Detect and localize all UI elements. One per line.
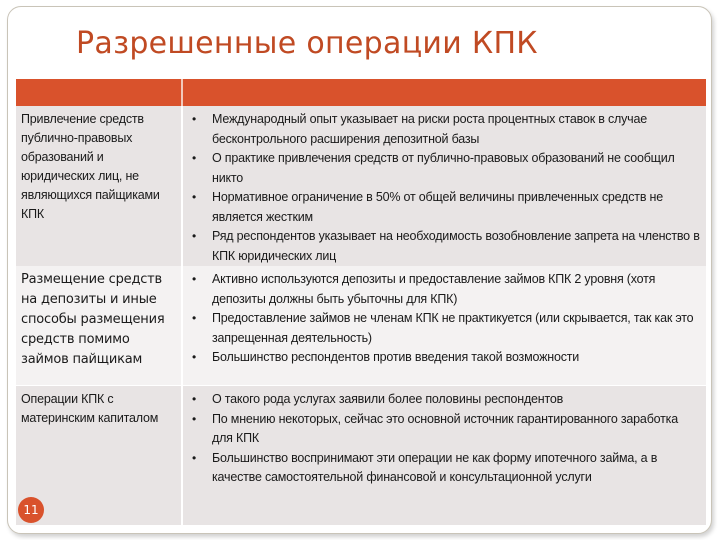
list-item: • О такого рода услугах заявили более половины респондентов	[192, 390, 700, 410]
list-item: • Предоставление займов не членам КПК не практикуется (или скрывается, так как это запрещенная деятельность)	[192, 311, 694, 345]
list-item: • Активно используются депозиты и предоставление займов КПК 2 уровня (хотя депозиты должны быть убыточны для КПК)	[192, 272, 656, 306]
list-item: • О практике привлечения средств от публично-правовых образований не сообщил никто	[192, 151, 675, 185]
column-divider	[181, 386, 183, 525]
table-row	[16, 386, 706, 525]
list-item: • Большинство респондентов против введения такой возможности	[192, 348, 700, 368]
page-number-badge: 11	[18, 497, 44, 523]
row-label: Операции КПК с материнским капиталом	[21, 392, 159, 425]
column-divider	[181, 266, 183, 386]
slide-title: Разрешенные операции КПК	[76, 26, 538, 61]
table-row	[16, 266, 706, 386]
bullet-icon: •	[192, 350, 197, 364]
bullet-icon: •	[192, 411, 197, 426]
operations-table	[16, 79, 706, 525]
row-details	[192, 390, 700, 488]
row-label: Привлечение средств публично-правовых образований и юридических лиц, не являющихся пайщиками КПК	[21, 112, 160, 221]
bullet-icon: •	[192, 112, 197, 126]
table-header-left	[16, 79, 181, 106]
list-item: • Международный опыт указывает на риски роста процентных ставок в случае бесконтрольного расширения депозитной базы	[192, 112, 647, 146]
list-item: • Большинство воспринимают эти операции не как форму ипотечного займа, а в качестве самостоятельной финансовой и консультационной услуги	[192, 450, 658, 484]
bullet-icon: •	[192, 311, 197, 325]
list-item: • Ряд респондентов указывает на необходимость возобновление запрета на членство в КПК юридических лиц	[192, 229, 700, 263]
bullet-icon: •	[192, 450, 197, 465]
row-details	[192, 270, 700, 368]
table-header-divider	[181, 79, 183, 106]
list-item: • По мнению некоторых, сейчас это основной источник гарантированного заработка для КПК	[192, 411, 678, 445]
bullet-icon: •	[192, 151, 197, 165]
bullet-icon: •	[192, 190, 197, 204]
list-item: • Нормативное ограничение в 50% от общей величины привлеченных средств не является жестким	[192, 190, 663, 224]
row-label: Размещение средств на депозиты и иные способы размещения средств помимо займов пайщикам	[21, 272, 165, 367]
bullet-icon: •	[192, 392, 197, 406]
table-header	[16, 79, 706, 106]
row-details	[192, 110, 700, 266]
bullet-icon: •	[192, 272, 197, 286]
bullet-icon: •	[192, 229, 197, 243]
